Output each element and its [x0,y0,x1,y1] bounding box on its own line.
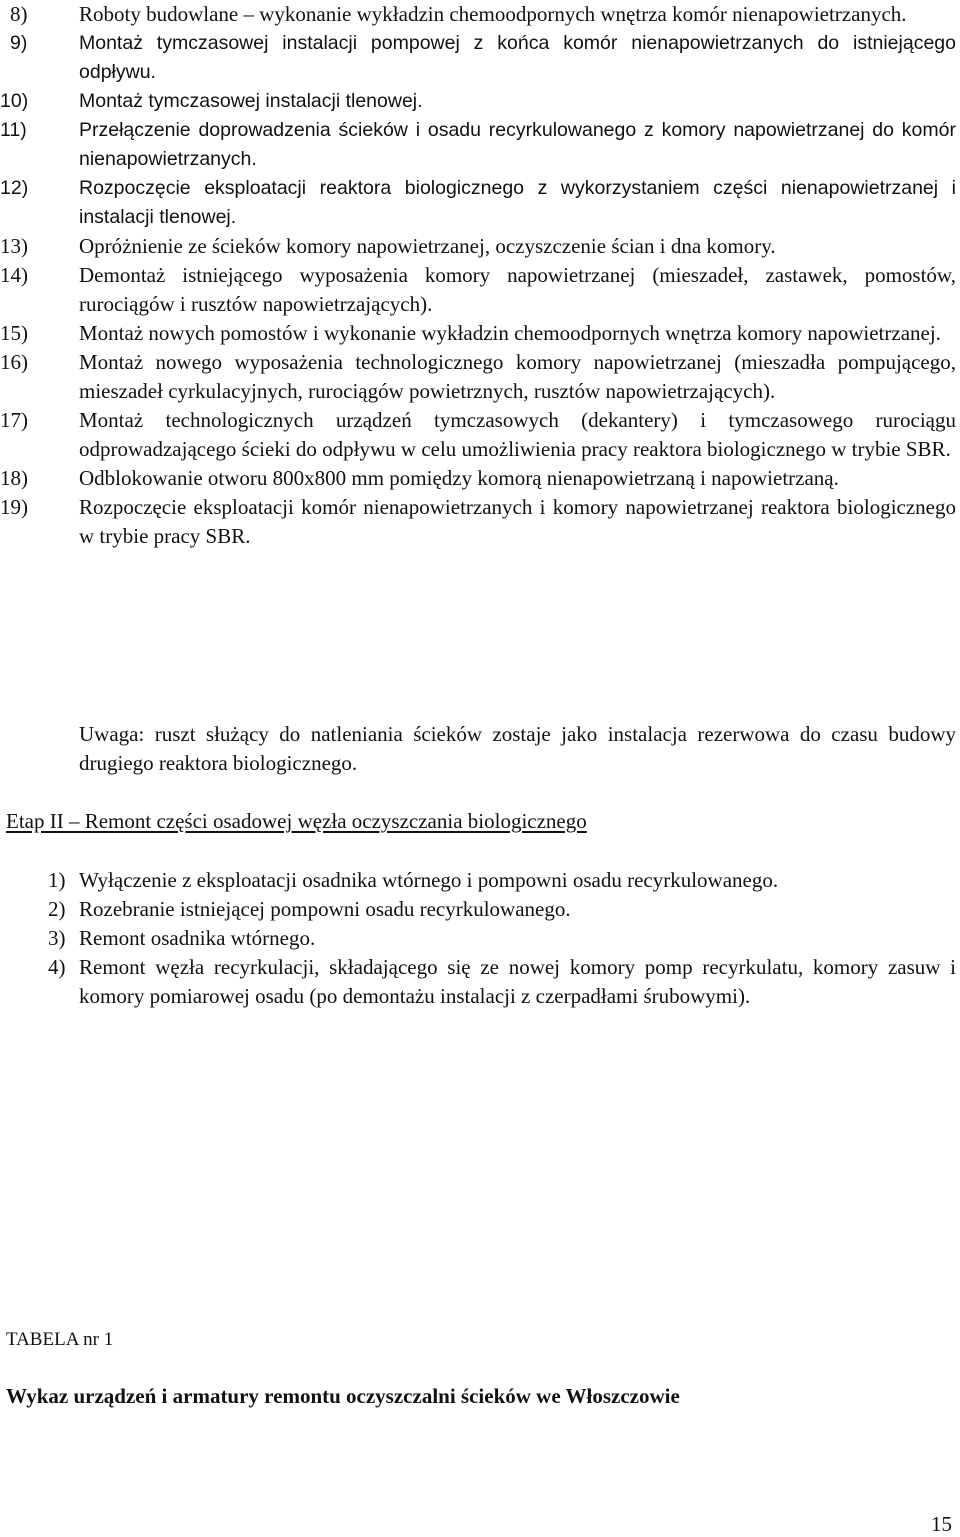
list-item [0,406,956,464]
note-paragraph: Uwaga: ruszt służący do natleniania ścieków zostaje jako instalacja rezerwowa do czasu budowy drugiego reaktora biologicznego. [79,722,956,775]
list-item [0,261,956,319]
list-item-number: 4) [48,955,66,979]
list-item [0,924,956,953]
list-item-text: Rozebranie istniejącej pompowni osadu recyrkulowanego. [79,897,571,921]
list-item-text: Montaż tymczasowej instalacji pompowej z końca komór nienapowietrzanych do istniejącego odpływu. [79,32,956,83]
list-item-text: Remont węzła recyrkulacji, składającego się ze nowej komory pomp recyrkulatu, komory zasuw i komory pomiarowej osadu (po demontażu instalacji z czerpadłami śrubowymi). [79,955,956,1008]
list-item [0,116,956,174]
list-item-text: Odblokowanie otworu 800x800 mm pomiędzy komorą nienapowietrzaną i napowietrzaną. [79,466,839,490]
list-item-text: Montaż nowego wyposażenia technologicznego komory napowietrzanej (mieszadła pompującego, mieszadeł cyrkulacyjnych, rurociągów powietrznych, rusztów napowietrzających). [79,350,956,403]
list-item [0,464,956,493]
list-item [0,953,956,1011]
list-item-number: 16) [0,350,28,374]
list-item-text: Montaż technologicznych urządzeń tymczasowych (dekantery) i tymczasowego rurociągu odprowadzającego ścieki do odpływu w celu umożliwienia pracy reaktora biologicznego w trybie SBR. [79,408,956,461]
list-item-number: 14) [0,263,28,287]
list-item-text: Rozpoczęcie eksploatacji komór nienapowietrzanych i komory napowietrzanej reaktora biologicznego w trybie pracy SBR. [79,495,956,548]
list-item-number: 8) [10,2,28,26]
list-item-number: 9) [10,32,28,54]
list-item-text: Demontaż istniejącego wyposażenia komory napowietrzanej (mieszadeł, zastawek, pomostów, rurociągów i rusztów napowietrzających). [79,263,956,316]
list-item [0,319,956,348]
list-item-number: 18) [0,466,28,490]
list-item [0,0,956,29]
list-item [0,493,956,551]
list-item-text: Montaż tymczasowej instalacji tlenowej. [79,90,423,112]
list-item-number: 3) [48,926,66,950]
list-item-text: Wyłączenie z eksploatacji osadnika wtórnego i pompowni osadu recyrkulowanego. [79,868,779,892]
page-number: 15 [931,1512,952,1536]
table-title: Wykaz urządzeń i armatury remontu oczyszczalni ścieków we Włoszczowie [6,1384,680,1408]
list-item [0,866,956,895]
list-item [0,174,956,232]
list-item-number: 13) [0,234,28,258]
list-item [0,895,956,924]
list-item-number: 10) [0,90,29,112]
list-item-number: 19) [0,495,28,519]
list-item-number: 11) [0,119,27,141]
etap-1-steps-list [0,0,956,551]
table-label: TABELA nr 1 [6,1329,114,1350]
list-item [0,348,956,406]
list-item-text: Opróżnienie ze ścieków komory napowietrzanej, oczyszczenie ścian i dna komory. [79,234,776,258]
section-heading: Etap II – Remont części osadowej węzła oczyszczania biologicznego [6,809,587,833]
list-item-number: 1) [48,868,66,892]
list-item-text: Rozpoczęcie eksploatacji reaktora biologicznego z wykorzystaniem części nienapowietrzanej i instalacji tlenowej. [79,177,956,228]
etap-2-steps-list [0,866,956,1011]
list-item-number: 15) [0,321,28,345]
list-item [0,232,956,261]
list-item-text: Roboty budowlane – wykonanie wykładzin chemoodpornych wnętrza komór nienapowietrzanych. [79,2,907,26]
list-item-number: 17) [0,408,28,432]
list-item-number: 2) [48,897,66,921]
list-item-number: 12) [0,177,29,199]
list-item [0,87,956,116]
list-item-text: Montaż nowych pomostów i wykonanie wykładzin chemoodpornych wnętrza komory napowietrzanej. [79,321,941,345]
list-item [0,29,956,87]
list-item-text: Remont osadnika wtórnego. [79,926,316,950]
list-item-text: Przełączenie doprowadzenia ścieków i osadu recyrkulowanego z komory napowietrzanej do komór nienapowietrzanych. [79,119,956,170]
